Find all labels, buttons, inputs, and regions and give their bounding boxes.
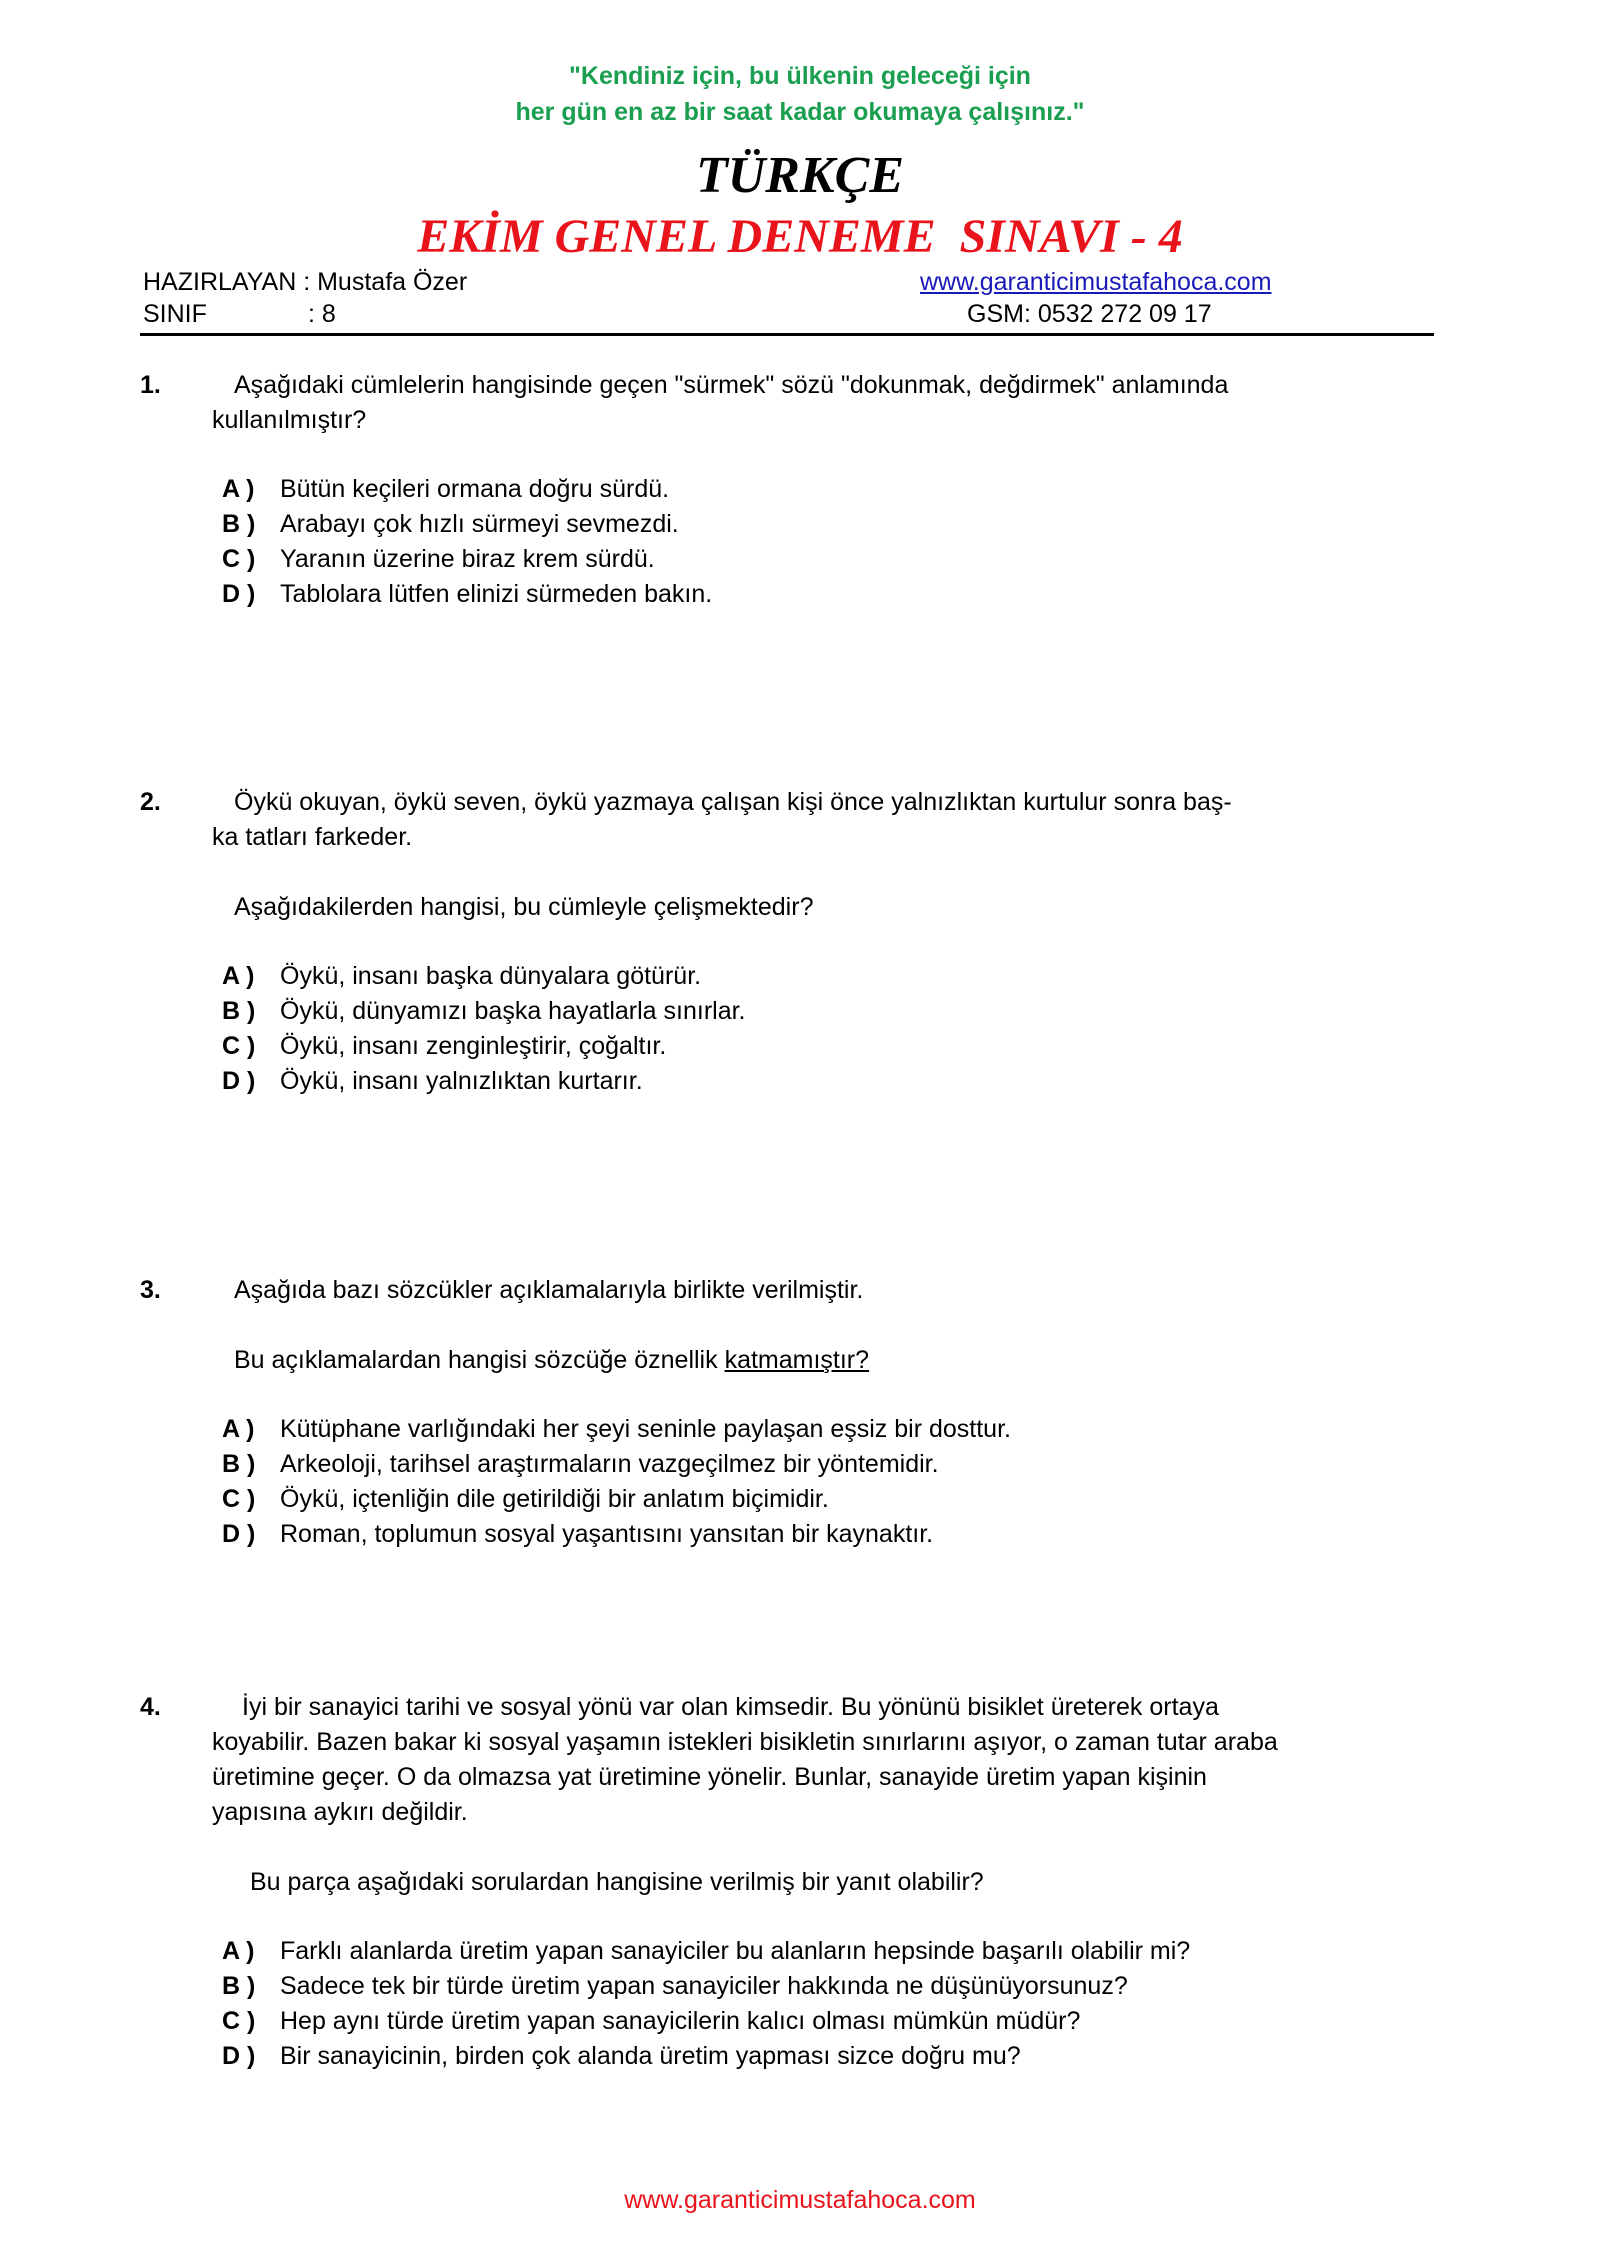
question-2-number: 2. <box>140 788 161 816</box>
question-2-options <box>222 959 746 1099</box>
motto-line-1: "Kendiniz için, bu ülkenin geleceği için <box>569 62 1031 90</box>
option-b[interactable]: B ) Arabayı çok hızlı sürmeyi sevmezdi. <box>222 510 679 538</box>
question-3-number: 3. <box>140 1276 161 1304</box>
question-2-stem: Aşağıdakilerden hangisi, bu cümleyle çelişmektedir? <box>234 893 814 921</box>
gsm-number: GSM: 0532 272 09 17 <box>967 300 1212 328</box>
question-1-number: 1. <box>140 371 161 399</box>
option-d[interactable]: D ) Öykü, insanı yalnızlıktan kurtarır. <box>222 1067 643 1095</box>
motto-line-2: her gün en az bir saat kadar okumaya çalışınız." <box>515 98 1085 126</box>
option-c[interactable]: C ) Öykü, içtenliğin dile getirildiği bir anlatım biçimidir. <box>222 1485 829 1513</box>
question-4-number: 4. <box>140 1693 161 1721</box>
prepared-by: HAZIRLAYAN : Mustafa Özer <box>143 268 468 296</box>
question-4-text <box>212 1690 1432 1830</box>
question-3-text <box>212 1273 1402 1308</box>
question-3-options <box>222 1412 1011 1552</box>
question-2-line-2: ka tatları farkeder. <box>212 823 413 851</box>
question-1-line-2: kullanılmıştır? <box>212 406 367 434</box>
question-1-options <box>222 472 712 612</box>
option-c[interactable]: C ) Hep aynı türde üretim yapan sanayicilerin kalıcı olması mümkün müdür? <box>222 2007 1081 2035</box>
question-4-line-3: üretimine geçer. O da olmazsa yat üretimine yönelir. Bunlar, sanayide üretim yapan kişinin <box>212 1763 1207 1791</box>
website-link[interactable]: www.garanticimustafahoca.com <box>920 268 1272 296</box>
option-a[interactable]: A ) Öykü, insanı başka dünyalara götürür. <box>222 962 702 990</box>
option-d[interactable]: D ) Roman, toplumun sosyal yaşantısını yansıtan bir kaynaktır. <box>222 1520 934 1548</box>
motto <box>0 58 1600 130</box>
option-c[interactable]: C ) Öykü, insanı zenginleştirir, çoğaltır. <box>222 1032 667 1060</box>
question-1-line-1: Aşağıdaki cümlelerin hangisinde geçen "sürmek" sözü "dokunmak, değdirmek" anlamında <box>234 371 1229 399</box>
option-a[interactable]: A ) Bütün keçileri ormana doğru sürdü. <box>222 475 670 503</box>
class-label: SINIF <box>143 300 207 328</box>
header-divider <box>140 333 1434 336</box>
option-a[interactable]: A ) Kütüphane varlığındaki her şeyi seninle paylaşan eşsiz bir dosttur. <box>222 1415 1011 1443</box>
option-b[interactable]: B ) Arkeoloji, tarihsel araştırmaların vazgeçilmez bir yöntemidir. <box>222 1450 939 1478</box>
question-3-stem: Bu açıklamalardan hangisi sözcüğe öznellik katmamıştır? <box>234 1346 870 1374</box>
question-2-line-1: Öykü okuyan, öykü seven, öykü yazmaya çalışan kişi önce yalnızlıktan kurtulur sonra baş- <box>234 788 1232 816</box>
class-value: : 8 <box>308 300 336 328</box>
question-3-line-1: Aşağıda bazı sözcükler açıklamalarıyla birlikte verilmiştir. <box>234 1276 864 1304</box>
footer-website[interactable]: www.garanticimustafahoca.com <box>624 2186 976 2214</box>
question-1-text <box>212 368 1402 438</box>
question-4-line-4: yapısına aykırı değildir. <box>212 1798 468 1826</box>
underlined-keyword: katmamıştır? <box>724 1346 870 1374</box>
question-4-line-1: İyi bir sanayici tarihi ve sosyal yönü var olan kimsedir. Bu yönünü bisiklet üreterek ortaya <box>242 1693 1219 1721</box>
exam-subtitle: EKİM GENEL DENEME SINAVI - 4 <box>417 210 1183 263</box>
question-4-line-2: koyabilir. Bazen bakar ki sosyal yaşamın istekleri bisikletin sınırlarını aşıyor, o zaman tutar araba <box>212 1728 1278 1756</box>
option-b[interactable]: B ) Sadece tek bir türde üretim yapan sanayiciler hakkında ne düşünüyorsunuz? <box>222 1972 1128 2000</box>
question-4-stem: Bu parça aşağıdaki sorulardan hangisine verilmiş bir yanıt olabilir? <box>250 1868 984 1896</box>
page-title: TÜRKÇE <box>695 147 905 204</box>
option-b[interactable]: B ) Öykü, dünyamızı başka hayatlarla sınırlar. <box>222 997 746 1025</box>
option-d[interactable]: D ) Bir sanayicinin, birden çok alanda üretim yapması sizce doğru mu? <box>222 2042 1021 2070</box>
question-2-text <box>212 785 1402 855</box>
question-4-options <box>222 1934 1190 2074</box>
option-c[interactable]: C ) Yaranın üzerine biraz krem sürdü. <box>222 545 655 573</box>
option-d[interactable]: D ) Tablolara lütfen elinizi sürmeden bakın. <box>222 580 713 608</box>
option-a[interactable]: A ) Farklı alanlarda üretim yapan sanayiciler bu alanların hepsinde başarılı olabilir mi? <box>222 1937 1191 1965</box>
